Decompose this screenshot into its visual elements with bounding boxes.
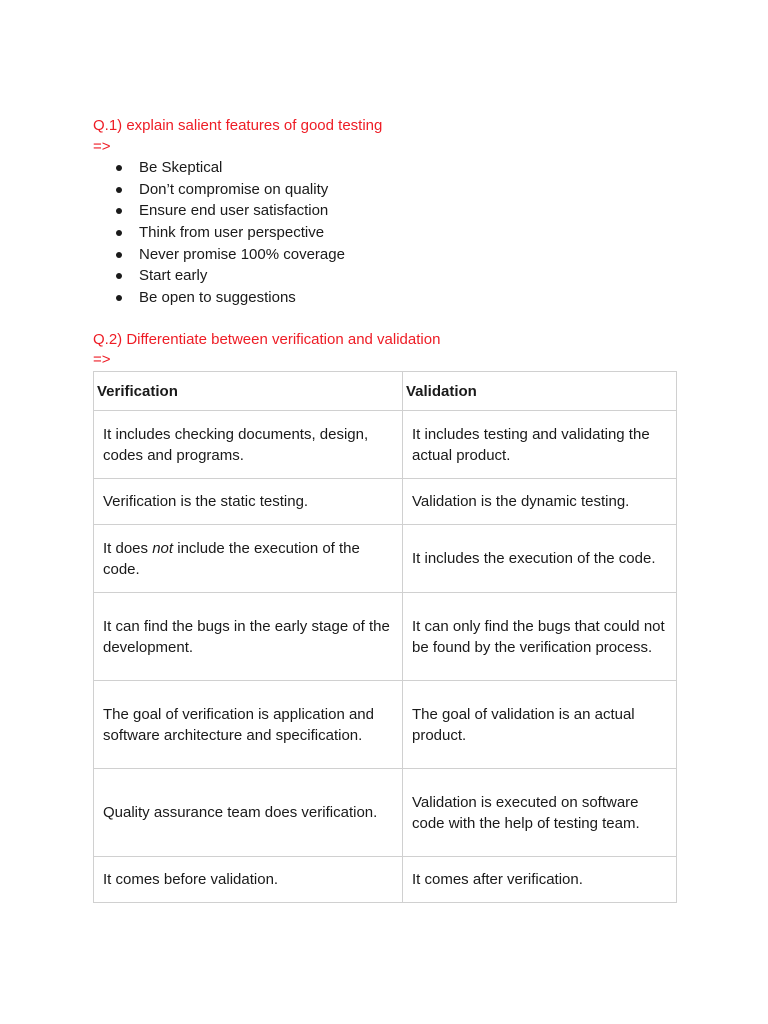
bullet-icon: [116, 208, 122, 214]
cell-verification: It comes before validation.: [94, 857, 403, 903]
emphasis-text: not: [152, 539, 174, 557]
list-item: [116, 179, 345, 201]
bullet-icon: [116, 252, 122, 258]
cell-verification: The goal of verification is application and software architecture and specification.: [94, 681, 403, 769]
list-item: [116, 222, 345, 244]
features-list: [116, 157, 345, 309]
list-item-text: Be open to suggestions: [139, 289, 296, 307]
header-validation: Validation: [403, 372, 677, 411]
cell-validation: The goal of validation is an actual product.: [403, 681, 677, 769]
list-item-text: Don’t compromise on quality: [139, 180, 329, 198]
table-row: [94, 525, 677, 593]
cell-text: It does: [103, 539, 153, 557]
list-item-text: Never promise 100% coverage: [139, 245, 345, 263]
list-item-text: Ensure end user satisfaction: [139, 202, 329, 220]
table-row: [94, 857, 677, 903]
answer-2-arrow: =>: [93, 351, 111, 368]
list-item-text: Be Skeptical: [139, 159, 223, 176]
list-item: [116, 287, 345, 309]
cell-validation: It includes testing and validating the actual product.: [403, 411, 677, 479]
bullet-icon: [116, 273, 122, 279]
bullet-icon: [116, 165, 122, 171]
cell-verification: Quality assurance team does verification.: [94, 769, 403, 857]
table-row: [94, 479, 677, 525]
cell-verification: It includes checking documents, design, codes and programs.: [94, 411, 403, 479]
cell-validation: It includes the execution of the code.: [403, 525, 677, 593]
table-row: [94, 681, 677, 769]
comparison-table: [93, 371, 677, 903]
table-row: [94, 411, 677, 479]
question-2-title: Q.2) Differentiate between verification and validation: [93, 331, 441, 348]
list-item-text: Start early: [139, 267, 208, 285]
list-item: [116, 265, 345, 287]
answer-1-arrow: =>: [93, 138, 111, 155]
cell-text: include the execution of the code.: [103, 539, 360, 578]
list-item-text: Think from user perspective: [139, 224, 325, 242]
table-row: [94, 593, 677, 681]
bullet-icon: [116, 230, 122, 236]
cell-verification: [94, 525, 403, 593]
table-header-row: [94, 372, 677, 411]
cell-validation: It comes after verification.: [403, 857, 677, 903]
cell-validation: Validation is the dynamic testing.: [403, 479, 677, 525]
bullet-icon: [116, 187, 122, 193]
header-verification: Verification: [94, 372, 403, 411]
list-item: [116, 157, 345, 179]
bullet-icon: [116, 295, 122, 301]
cell-validation: It can only find the bugs that could not be found by the verification process.: [403, 593, 677, 681]
list-item: [116, 200, 345, 222]
table-row: [94, 769, 677, 857]
cell-validation: Validation is executed on software code with the help of testing team.: [403, 769, 677, 857]
cell-verification: It can find the bugs in the early stage of the development.: [94, 593, 403, 681]
list-item: [116, 244, 345, 266]
question-1-title: Q.1) explain salient features of good testing: [93, 117, 383, 134]
cell-verification: Verification is the static testing.: [94, 479, 403, 525]
